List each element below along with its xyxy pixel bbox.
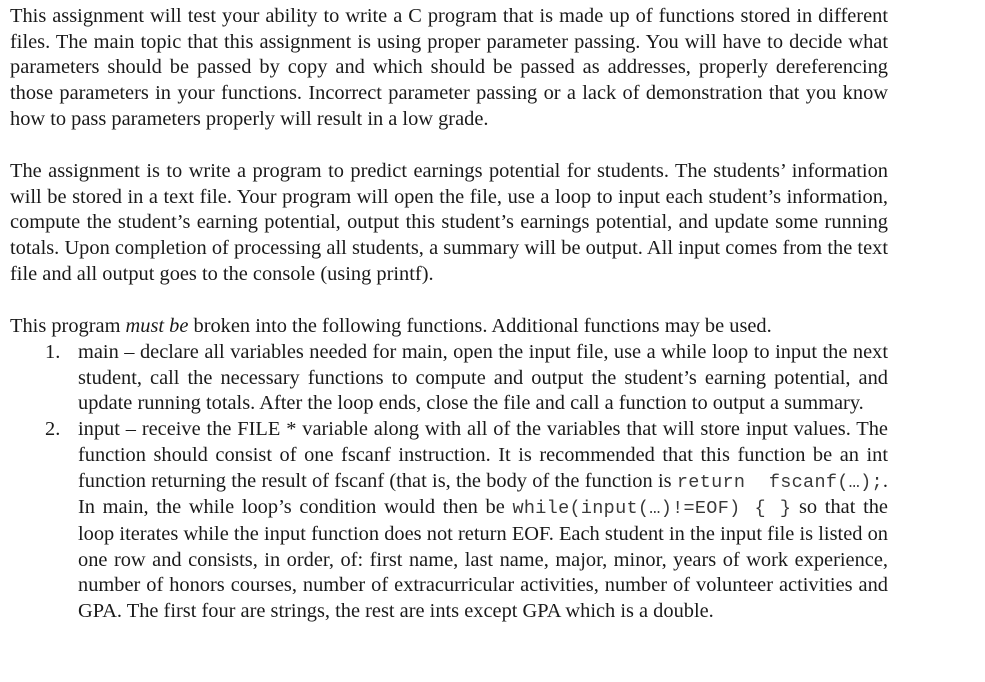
function-list	[0, 340, 888, 625]
code-snippet-while: while(input(…)!=EOF) { }	[512, 498, 792, 520]
list-item-text-c: so that the loop iterates while the input function does not return EOF. Each student in the input file is listed on one row and consists, in order, of: first name, last name, major, minor, years of work experience, number of honors courses, number of extracurricular activities, number of volunteer activities and GPA. The first four are strings, the rest are ints except GPA which is a double.	[78, 496, 888, 623]
list-item-input	[0, 417, 888, 625]
list-number: 2.	[45, 418, 61, 441]
list-item-text-b: . In main, the while loop’s condition would then be	[78, 469, 888, 519]
list-item-text-a: input – receive the FILE * variable along with all of the variables that will store input values. The function should consist of one fscanf instruction. It is recommended that this function be an int function returning the result of fscanf (that is, the body of the function is	[78, 418, 888, 492]
intro-paragraph: This assignment will test your ability to write a C program that is made up of functions stored in different files. The main topic that this assignment is using proper parameter passing. You will have to decide what parameters should be passed by copy and which should be passed as addresses, properly dereferencing those parameters in your functions. Incorrect parameter passing or a lack of demonstration that you know how to pass parameters properly will result in a low grade.	[10, 5, 888, 130]
list-number: 1.	[45, 341, 61, 363]
functions-intro-paragraph	[10, 314, 888, 340]
list-item-main	[0, 340, 888, 417]
functions-intro-emphasis: must be	[125, 315, 189, 337]
functions-intro-before: This program	[10, 315, 126, 337]
code-snippet-return: return fscanf(…);	[676, 471, 883, 493]
assignment-paragraph: The assignment is to write a program to predict earnings potential for students. The students’ information will be stored in a text file. Your program will open the file, use a loop to input each student’s information, compute the student’s earning potential, output this student’s earnings potential, and update some running totals. Upon completion of processing all students, a summary will be output. All input comes from the text file and all output goes to the console (using printf).	[10, 160, 888, 285]
list-item-text: main – declare all variables needed for main, open the input file, use a while loop to input the next student, call the necessary functions to compute and output the student’s earning potential, and update running totals. After the loop ends, close the file and call a function to output a summary.	[78, 341, 888, 415]
functions-intro-after: broken into the following functions. Additional functions may be used.	[188, 315, 772, 337]
